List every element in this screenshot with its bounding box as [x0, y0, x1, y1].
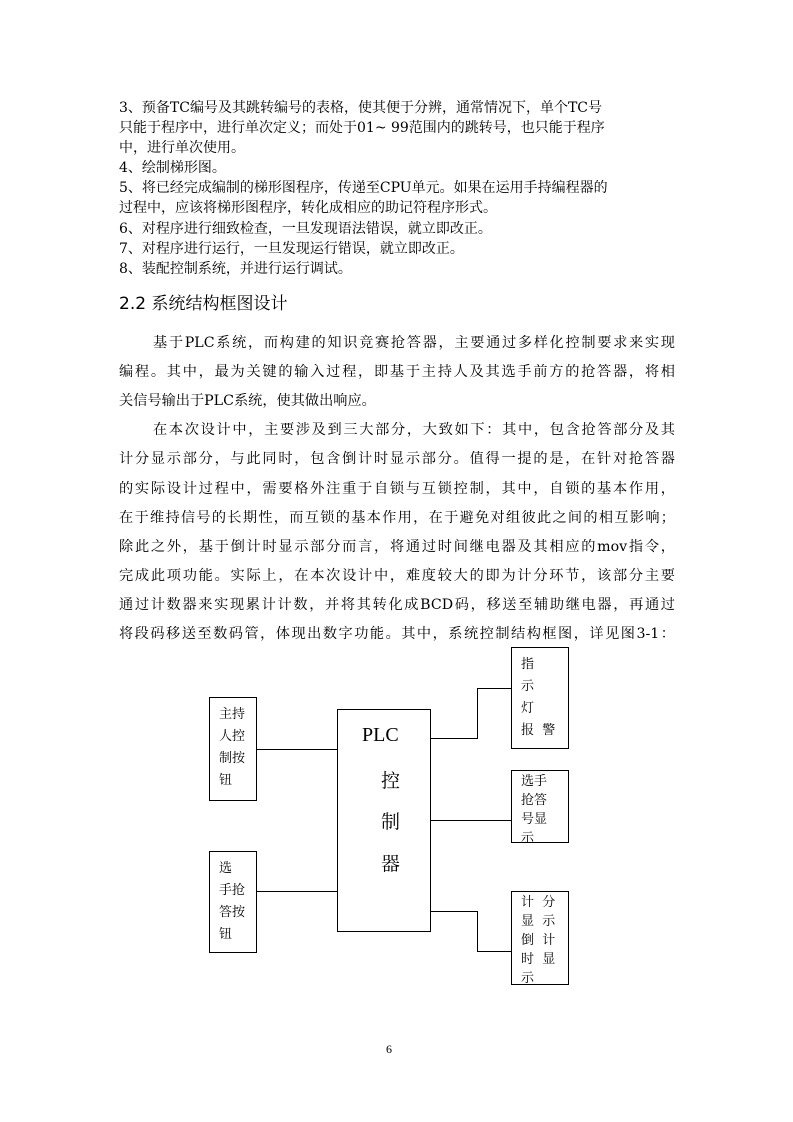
list-line-4: 4、绘制梯形图。	[119, 160, 226, 176]
paragraph2-line-3: 的实际设计过程中，需要格外注重于自锁与互锁控制，其中，自锁的基本作用，	[119, 481, 675, 497]
connector-host-plc	[257, 749, 337, 750]
connector-plc-player-display	[431, 820, 511, 821]
list-line-6: 过程中，应该将梯形图程序，转化成相应的助记符程序形式。	[119, 200, 497, 216]
connector-plc-score-b	[477, 911, 478, 952]
connector-player-plc	[257, 891, 337, 892]
host-button-label: 主持 人控 制按 钮	[219, 707, 246, 788]
plc-char-1: 控	[381, 770, 401, 792]
paragraph2-line-8: 将段码移送至数码管，体现出数字功能。其中，系统控制结构框图，详见图3-1：	[119, 626, 675, 642]
list-line-5: 5、将已经完成编制的梯形图程序，传递至CPU单元。如果在运用手持编程器的	[119, 180, 608, 196]
plc-char-3: 器	[381, 853, 401, 875]
player-display-label: 选手 抢答 号显 示	[521, 774, 548, 846]
list-line-7: 6、对程序进行细致检查，一旦发现语法错误，就立即改正。	[119, 221, 492, 237]
paragraph1-line-1: 基于PLC系统，而构建的知识竞赛抢答器，主要通过多样化控制要求来实现	[153, 335, 675, 351]
plc-char-2: 制	[381, 811, 401, 833]
player-button-label: 选 手抢 答按 钮	[219, 861, 246, 942]
list-line-8: 7、对程序进行运行，一旦发现运行错误，就立即改正。	[119, 241, 464, 257]
list-line-2: 只能于程序中，进行单次定义；而处于01~ 99范围内的跳转号，也只能于程序	[119, 120, 605, 136]
connector-plc-score-a	[431, 911, 478, 912]
indicator-alarm-label: 指 示 灯 报 警	[521, 657, 556, 738]
paragraph2-line-6: 完成此项功能。实际上，在本次设计中，难度较大的即为计分环节，该部分主要	[119, 568, 675, 584]
paragraph2-line-5: 除此之外，基于倒计时显示部分而言，将通过时间继电器及其相应的mov指令，	[119, 539, 675, 555]
paragraph2-line-2: 计分显示部分，与此同时，包含倒计时显示部分。值得一提的是，在针对抢答器	[119, 451, 675, 467]
list-line-3: 中，进行单次使用。	[119, 140, 245, 156]
section-heading: 2.2 系统结构框图设计	[119, 294, 288, 314]
score-countdown-label: 计 分 显 示 倒 计 时 显 示	[521, 895, 556, 985]
connector-plc-score-c	[477, 951, 511, 952]
page-number: 6	[386, 1042, 392, 1056]
connector-plc-indicator-b	[477, 688, 478, 739]
list-line-9: 8、装配控制系统，并进行运行调试。	[119, 261, 352, 277]
connector-plc-indicator-a	[431, 738, 478, 739]
plc-title: PLC	[362, 724, 399, 746]
paragraph2-line-4: 在于维持信号的长期性，而互锁的基本作用，在于避免对组彼此之间的相互影响；	[119, 510, 675, 526]
paragraph2-line-1: 在本次设计中，主要涉及到三大部分，大致如下：其中，包含抢答部分及其	[153, 422, 675, 438]
score-countdown-box	[511, 891, 569, 985]
list-line-1: 3、预备TC编号及其跳转编号的表格，使其便于分辨，通常情况下，单个TC号	[119, 100, 603, 116]
paragraph1-line-2: 编程。其中，最为关键的输入过程，即基于主持人及其选手前方的抢答器，将相	[119, 364, 675, 380]
paragraph2-line-7: 通过计数器来实现累计计数，并将其转化成BCD码，移送至辅助继电器，再通过	[119, 597, 675, 613]
connector-plc-indicator-c	[477, 688, 511, 689]
paragraph1-line-3: 关信号输出于PLC系统，使其做出响应。	[119, 393, 376, 409]
